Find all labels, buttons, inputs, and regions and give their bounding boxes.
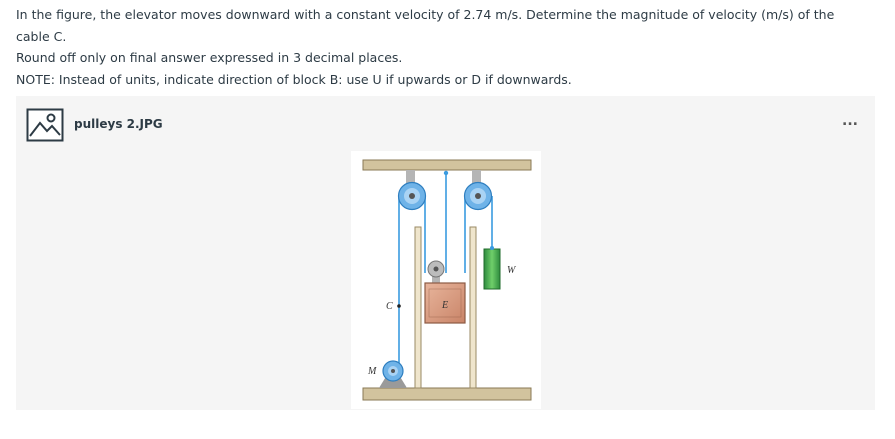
more-options-button[interactable]: ...	[842, 113, 858, 129]
image-file-icon	[26, 108, 64, 142]
question-line: NOTE: Instead of units, indicate direction of block B: use U if upwards or D if downwards.	[16, 71, 572, 87]
label-c: C	[386, 301, 393, 312]
question-line: Round off only on final answer expressed in 3 decimal places.	[16, 50, 403, 65]
question-line: In the figure, the elevator moves downward with a constant velocity of 2.74 m/s. Determine the magnitude of velocity (m/s) of the	[16, 7, 835, 22]
question-text	[16, 4, 878, 90]
image-attachment	[16, 96, 875, 410]
label-m: M	[368, 366, 377, 377]
top-pulley-right	[465, 183, 492, 210]
label-w: W	[507, 265, 516, 276]
attachment-file-name[interactable]: pulleys 2.JPG	[74, 117, 163, 131]
pulley-elevator-diagram	[351, 151, 541, 409]
label-e: E	[441, 300, 449, 311]
top-pulley-left	[399, 183, 426, 210]
question-line: cable C.	[16, 28, 67, 44]
